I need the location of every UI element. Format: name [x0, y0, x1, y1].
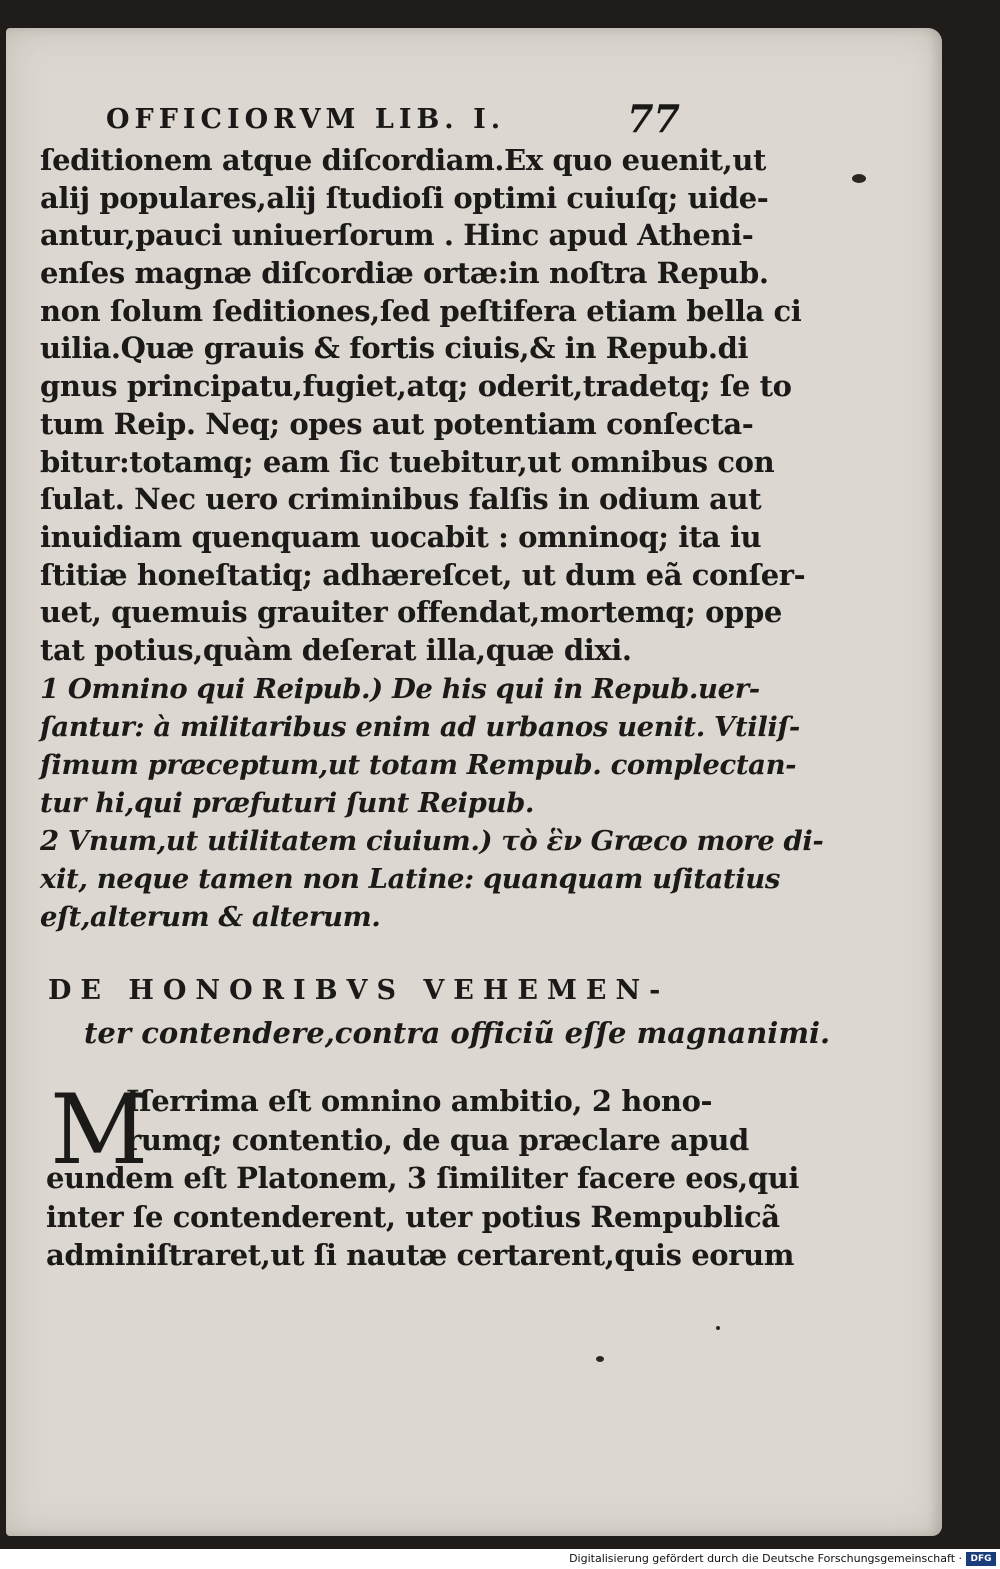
text-line: gnus principatu,fugiet,atq; oderit,tradetq; ſe to: [40, 369, 792, 404]
section-heading-sub: ter contendere,contra officiũ eſſe magnanimi.: [84, 1016, 831, 1050]
text-line: antur,pauci uniuerſorum . Hinc apud Atheni-: [40, 218, 754, 253]
funding-notice: Digitalisierung gefördert durch die Deutsche Forschungsgemeinschaft ·: [569, 1552, 962, 1565]
text-line: ſeditionem atque diſcordiam.Ex quo euenit,ut: [40, 143, 767, 177]
text-line: ſtitiæ honeſtatiq; adhæreſcet, ut dum eã conſer-: [40, 557, 806, 592]
ink-speck: [852, 174, 866, 183]
text-line: inter ſe contenderent, uter potius Rempublicã: [46, 1199, 780, 1234]
ink-speck: [596, 1356, 604, 1362]
note-line: ſantur: à militaribus enim ad urbanos uenit. Vtiliſ-: [40, 710, 800, 743]
note-line: ſimum præceptum,ut totam Rempub. complectan-: [40, 748, 797, 781]
note-line: xit, neque tamen non Latine: quanquam uſitatius: [40, 862, 780, 895]
section-heading: [48, 970, 831, 1054]
note-line: eſt,alterum & alterum.: [40, 900, 381, 933]
note-line: 2 Vnum,ut utilitatem ciuium.) τὸ ἓν Græco more di-: [40, 824, 824, 857]
text-line: uilia.Quæ grauis & fortis ciuis,& in Repub.di: [40, 331, 749, 366]
text-line: alij populares,alij ſtudioſi optimi cuiuſq; uide-: [40, 180, 769, 215]
running-header: [100, 96, 690, 141]
text-line: enſes magnæ diſcordiæ ortæ:in noſtra Repub.: [40, 256, 769, 291]
text-line: adminiſtraret,ut ſi nautæ certarent,quis eorum: [46, 1238, 795, 1272]
ink-speck: [716, 1326, 720, 1330]
text-line: tum Reip. Neq; opes aut potentiam conſecta-: [40, 406, 754, 441]
note-line: 1 Omnino qui Reipub.) De his qui in Repub.uer-: [40, 672, 760, 705]
text-line: Iſerrima eſt omnino ambitio, 2 hono-: [126, 1084, 713, 1118]
text-line: tat potius,quàm deſerat illa,quæ dixi.: [40, 632, 632, 667]
text-line: ſulat. Nec uero criminibus falſis in odium aut: [40, 482, 762, 517]
text-line: inuidiam quenquam uocabit : omninoq; ita iu: [40, 519, 762, 554]
text-line: non ſolum ſeditiones,ſed peſtifera etiam bella ci: [40, 293, 802, 328]
text-line: uet, quemuis grauiter offendat,mortemq; oppe: [40, 595, 782, 630]
page-number: 77: [627, 96, 680, 141]
text-line: rumq; contentio, de qua præclare apud: [126, 1122, 749, 1157]
main-text: [40, 142, 824, 936]
text-line: eundem eſt Platonem, 3 ſimiliter facere eos,qui: [46, 1161, 800, 1195]
digitization-footer: [0, 1549, 1000, 1569]
drop-cap: M: [50, 1074, 149, 1186]
note-line: tur hi,qui præfuturi ſunt Reipub.: [40, 786, 535, 819]
running-title: OFFICIORVM LIB. I.: [106, 104, 506, 135]
text-line: bitur:totamq; eam ſic tuebitur,ut omnibus con: [40, 444, 775, 479]
paragraph: [46, 1074, 800, 1275]
section-heading-caps: DE HONORIBVS VEHEMEN-: [48, 975, 670, 1006]
dfg-logo: DFG: [966, 1552, 996, 1566]
